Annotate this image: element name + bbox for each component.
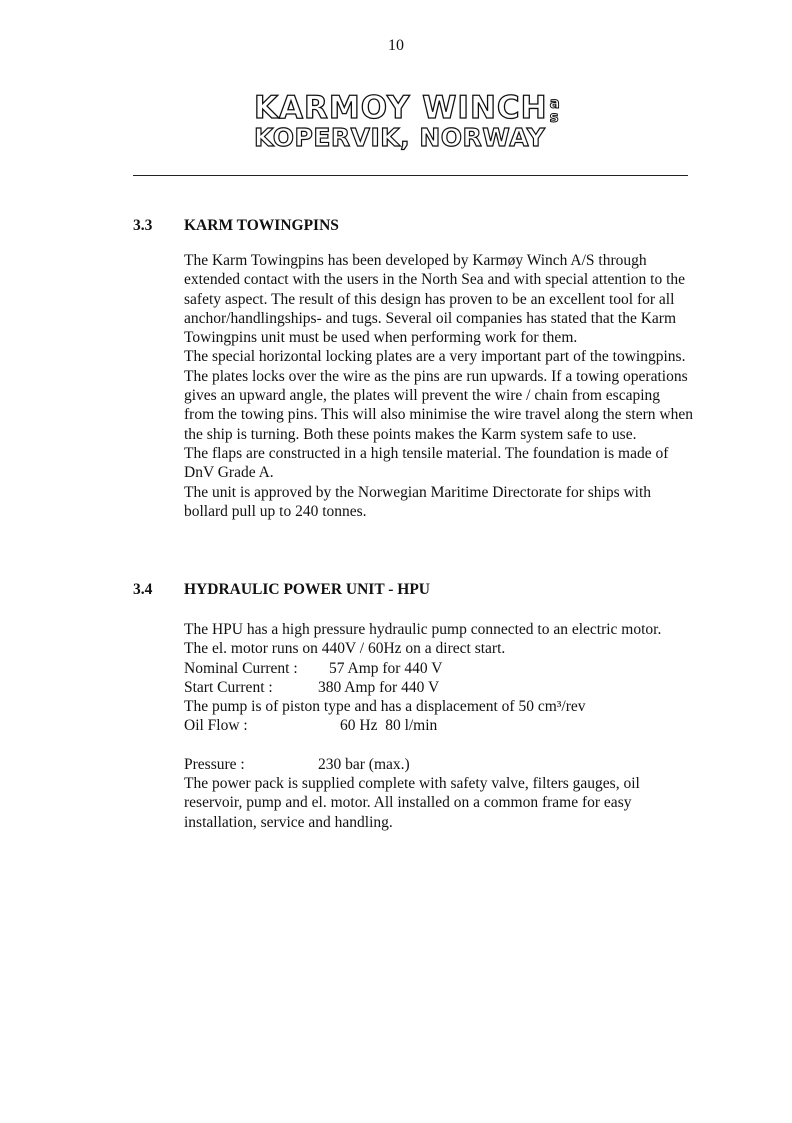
section-number: 3.4 xyxy=(133,581,153,598)
section-heading xyxy=(133,579,693,601)
logo-line-1 xyxy=(254,90,560,126)
paragraph: The power pack is supplied complete with safety valve, filters gauges, oil reservoir, pump and el. motor. All installed on a common frame for easy installation, service and handling. xyxy=(184,775,640,831)
spec-label: Start Current : xyxy=(184,678,273,696)
logo-suffix xyxy=(550,96,560,124)
page-number: 10 xyxy=(388,37,404,54)
section-3-4 xyxy=(133,579,693,832)
section-body xyxy=(184,251,693,521)
paragraph: The pump is of piston type and has a displacement of 50 cm³/rev xyxy=(184,698,586,716)
spec-value: 230 bar (max.) xyxy=(318,755,410,773)
company-logo xyxy=(254,90,560,152)
section-number: 3.3 xyxy=(133,217,153,234)
section-title: KARM TOWINGPINS xyxy=(184,217,339,234)
spec-value: 60 Hz 80 l/min xyxy=(340,717,438,735)
spec-label: Nominal Current : xyxy=(184,659,298,677)
spec-value: 380 Amp for 440 V xyxy=(318,678,440,696)
paragraph: The HPU has a high pressure hydraulic pump connected to an electric motor. xyxy=(184,621,662,638)
header-divider xyxy=(133,175,688,176)
section-title: HYDRAULIC POWER UNIT - HPU xyxy=(184,581,431,598)
paragraph: The el. motor runs on 440V / 60Hz on a direct start. xyxy=(184,640,506,658)
paragraph: The special horizontal locking plates are a very important part of the towingpins. The plates locks over the wire as the pins are run upwards. If a towing operations gives an upward angle, the plates will prevent the wire / chain from escaping from the towing pins. This will also minimise the wire travel along the stern when the ship is turning. Both these points makes the Karm system safe to use. xyxy=(184,348,693,443)
spec-label: Oil Flow : xyxy=(184,717,248,735)
spec-row-start-current xyxy=(184,678,693,697)
logo-location: KOPERVIK, NORWAY xyxy=(254,123,546,152)
paragraph: The Karm Towingpins has been developed by Karmøy Winch A/S through extended contact with the users in the North Sea and with special attention to the safety aspect. The result of this design has proven to be an excellent tool for all anchor/handlingships- and tugs. Several oil companies has stated that the Karm Towingpins unit must be used when performing work for them. xyxy=(184,252,686,347)
spec-row-nominal-current xyxy=(184,659,693,678)
spec-label: Pressure : xyxy=(184,755,245,773)
section-body xyxy=(184,620,693,832)
spacer xyxy=(184,736,693,755)
logo-suffix-top: a xyxy=(549,94,560,112)
spec-value: 57 Amp for 440 V xyxy=(329,659,443,677)
spec-row-pressure xyxy=(184,755,693,774)
paragraph: The unit is approved by the Norwegian Maritime Directorate for ships with bollard pull up to 240 tonnes. xyxy=(184,483,652,520)
logo-suffix-bottom: s xyxy=(549,108,559,126)
logo-company-name: KARMOY WINCH xyxy=(254,90,548,126)
spec-row-oil-flow xyxy=(184,716,693,735)
section-3-3 xyxy=(133,215,693,521)
paragraph: The flaps are constructed in a high tensile material. The foundation is made of DnV Grade A. xyxy=(184,444,669,482)
section-heading xyxy=(133,215,693,237)
